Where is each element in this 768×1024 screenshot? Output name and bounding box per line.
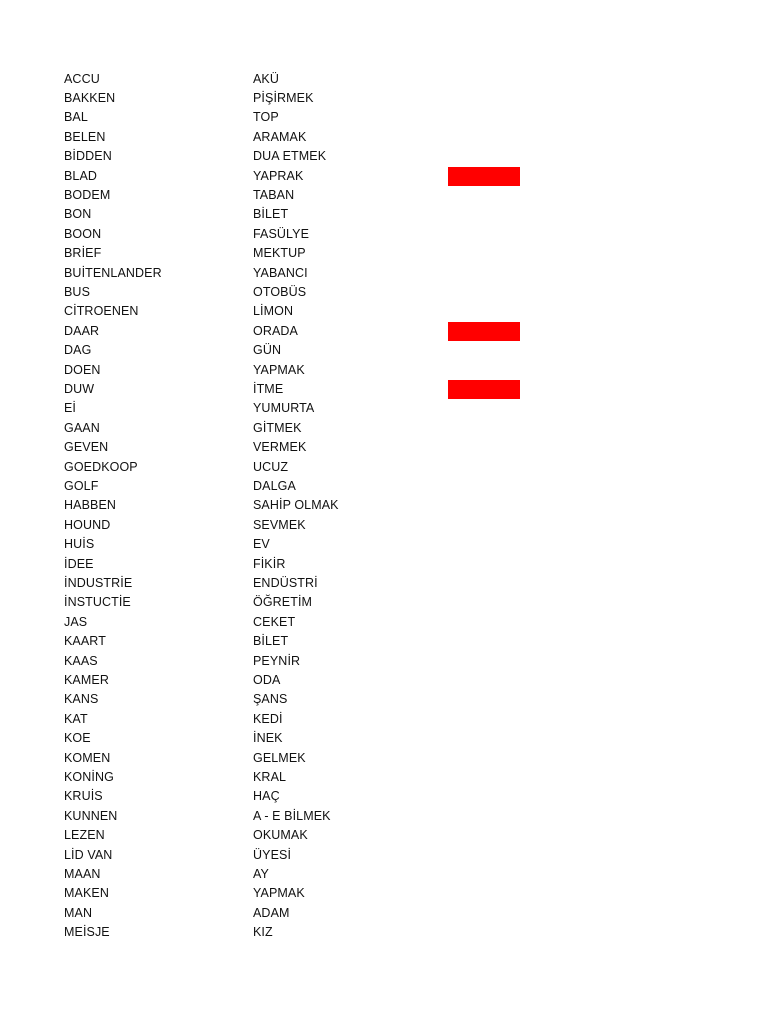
dutch-word: DAG (64, 343, 92, 358)
word-row (0, 884, 768, 903)
dutch-word: BAL (64, 110, 88, 125)
dutch-word: BİDDEN (64, 149, 112, 164)
dutch-word: DAAR (64, 323, 100, 338)
turkish-word: FİKİR (253, 556, 286, 571)
turkish-word: PİŞİRMEK (253, 90, 314, 105)
dutch-word: BON (64, 207, 92, 222)
word-row (0, 865, 768, 884)
word-row (0, 128, 768, 147)
turkish-word: SEVMEK (253, 517, 306, 532)
turkish-word: BİLET (253, 634, 289, 649)
dutch-word: GAAN (64, 420, 100, 435)
dutch-word: KOE (64, 731, 91, 746)
dutch-word: KAAS (64, 653, 98, 668)
turkish-word: PEYNİR (253, 653, 301, 668)
dutch-word: İNSTUCTİE (64, 595, 131, 610)
dutch-word: KOMEN (64, 750, 111, 765)
dutch-word: İNDUSTRİE (64, 575, 133, 590)
dutch-word: BUS (64, 284, 91, 299)
turkish-word: İTME (253, 381, 284, 396)
word-row (0, 768, 768, 787)
turkish-word: OKUMAK (253, 828, 308, 843)
turkish-word: VERMEK (253, 440, 307, 455)
turkish-word: ADAM (253, 905, 290, 920)
turkish-word: KRAL (253, 769, 287, 784)
turkish-word: LİMON (253, 304, 294, 319)
dutch-word: MAAN (64, 866, 101, 881)
word-row (0, 244, 768, 263)
word-row (0, 341, 768, 360)
turkish-word: AKÜ (253, 71, 280, 86)
dutch-word: JAS (64, 614, 88, 629)
word-row (0, 690, 768, 709)
word-row (0, 613, 768, 632)
dutch-word: KONİNG (64, 769, 114, 784)
dutch-word: MAKEN (64, 886, 109, 901)
dutch-word: DOEN (64, 362, 101, 377)
dutch-word: CİTROENEN (64, 304, 139, 319)
dutch-word: MAN (64, 905, 93, 920)
dutch-word: BODEM (64, 187, 111, 202)
word-row (0, 671, 768, 690)
turkish-word: GİTMEK (253, 420, 302, 435)
word-row (0, 264, 768, 283)
word-row (0, 283, 768, 302)
word-row (0, 923, 768, 942)
turkish-word: YAPRAK (253, 168, 304, 183)
turkish-word: MEKTUP (253, 246, 306, 261)
word-row (0, 555, 768, 574)
word-row (0, 186, 768, 205)
red-highlight-cell (448, 380, 520, 399)
word-row (0, 846, 768, 865)
word-row (0, 322, 768, 341)
turkish-word: UCUZ (253, 459, 289, 474)
dutch-word: GOEDKOOP (64, 459, 138, 474)
turkish-word: ÖĞRETİM (253, 595, 313, 610)
dutch-word: KANS (64, 692, 99, 707)
word-row (0, 167, 768, 186)
word-row (0, 632, 768, 651)
word-row (0, 225, 768, 244)
dutch-word: KRUİS (64, 789, 103, 804)
turkish-word: ORADA (253, 323, 298, 338)
turkish-word: CEKET (253, 614, 296, 629)
turkish-word: ARAMAK (253, 129, 307, 144)
turkish-word: YUMURTA (253, 401, 315, 416)
word-row (0, 70, 768, 89)
word-row (0, 108, 768, 127)
turkish-word: ÜYESİ (253, 847, 292, 862)
turkish-word: ŞANS (253, 692, 288, 707)
turkish-word: HAÇ (253, 789, 280, 804)
turkish-word: DALGA (253, 478, 296, 493)
turkish-word: KEDİ (253, 711, 283, 726)
word-row (0, 593, 768, 612)
turkish-word: SAHİP OLMAK (253, 498, 339, 513)
turkish-word: AY (253, 866, 269, 881)
turkish-word: YAPMAK (253, 362, 305, 377)
dutch-word: KUNNEN (64, 808, 118, 823)
word-row (0, 419, 768, 438)
red-highlight-cell (448, 322, 520, 341)
dutch-word: GEVEN (64, 440, 109, 455)
word-row (0, 438, 768, 457)
dutch-word: KAART (64, 634, 106, 649)
dutch-word: İDEE (64, 556, 94, 571)
word-row (0, 496, 768, 515)
word-row (0, 826, 768, 845)
turkish-word: KIZ (253, 925, 273, 940)
dutch-word: HOUND (64, 517, 111, 532)
word-row (0, 302, 768, 321)
word-row (0, 574, 768, 593)
dutch-word: BRİEF (64, 246, 102, 261)
dutch-word: HABBEN (64, 498, 117, 513)
turkish-word: ENDÜSTRİ (253, 575, 318, 590)
turkish-word: TABAN (253, 187, 295, 202)
word-row (0, 807, 768, 826)
dutch-word: BOON (64, 226, 102, 241)
dutch-word: BELEN (64, 129, 106, 144)
dutch-word: BUİTENLANDER (64, 265, 162, 280)
turkish-word: YABANCI (253, 265, 308, 280)
dutch-word: Eİ (64, 401, 77, 416)
turkish-word: TOP (253, 110, 279, 125)
turkish-word: EV (253, 537, 270, 552)
dutch-word: MEİSJE (64, 925, 110, 940)
dutch-word: LİD VAN (64, 847, 113, 862)
turkish-word: GÜN (253, 343, 282, 358)
word-row (0, 399, 768, 418)
word-row (0, 458, 768, 477)
word-row (0, 904, 768, 923)
dutch-word: DUW (64, 381, 95, 396)
turkish-word: GELMEK (253, 750, 306, 765)
dutch-word: HUİS (64, 537, 95, 552)
dutch-word: BAKKEN (64, 90, 116, 105)
dutch-word: KAMER (64, 672, 109, 687)
word-row (0, 749, 768, 768)
turkish-word: DUA ETMEK (253, 149, 327, 164)
dutch-word: LEZEN (64, 828, 105, 843)
dutch-word: BLAD (64, 168, 98, 183)
dutch-word: ACCU (64, 71, 100, 86)
word-row (0, 652, 768, 671)
turkish-word: BİLET (253, 207, 289, 222)
turkish-word: OTOBÜS (253, 284, 307, 299)
word-row (0, 361, 768, 380)
word-row (0, 516, 768, 535)
word-row (0, 380, 768, 399)
turkish-word: İNEK (253, 731, 283, 746)
red-highlight-cell (448, 167, 520, 186)
word-row (0, 710, 768, 729)
turkish-word: ODA (253, 672, 281, 687)
word-row (0, 89, 768, 108)
word-row (0, 535, 768, 554)
word-row (0, 477, 768, 496)
turkish-word: YAPMAK (253, 886, 305, 901)
turkish-word: FASÜLYE (253, 226, 310, 241)
turkish-word: A - E BİLMEK (253, 808, 331, 823)
dutch-word: GOLF (64, 478, 99, 493)
word-row (0, 147, 768, 166)
word-row (0, 787, 768, 806)
word-row (0, 729, 768, 748)
dutch-word: KAT (64, 711, 88, 726)
word-row (0, 205, 768, 224)
